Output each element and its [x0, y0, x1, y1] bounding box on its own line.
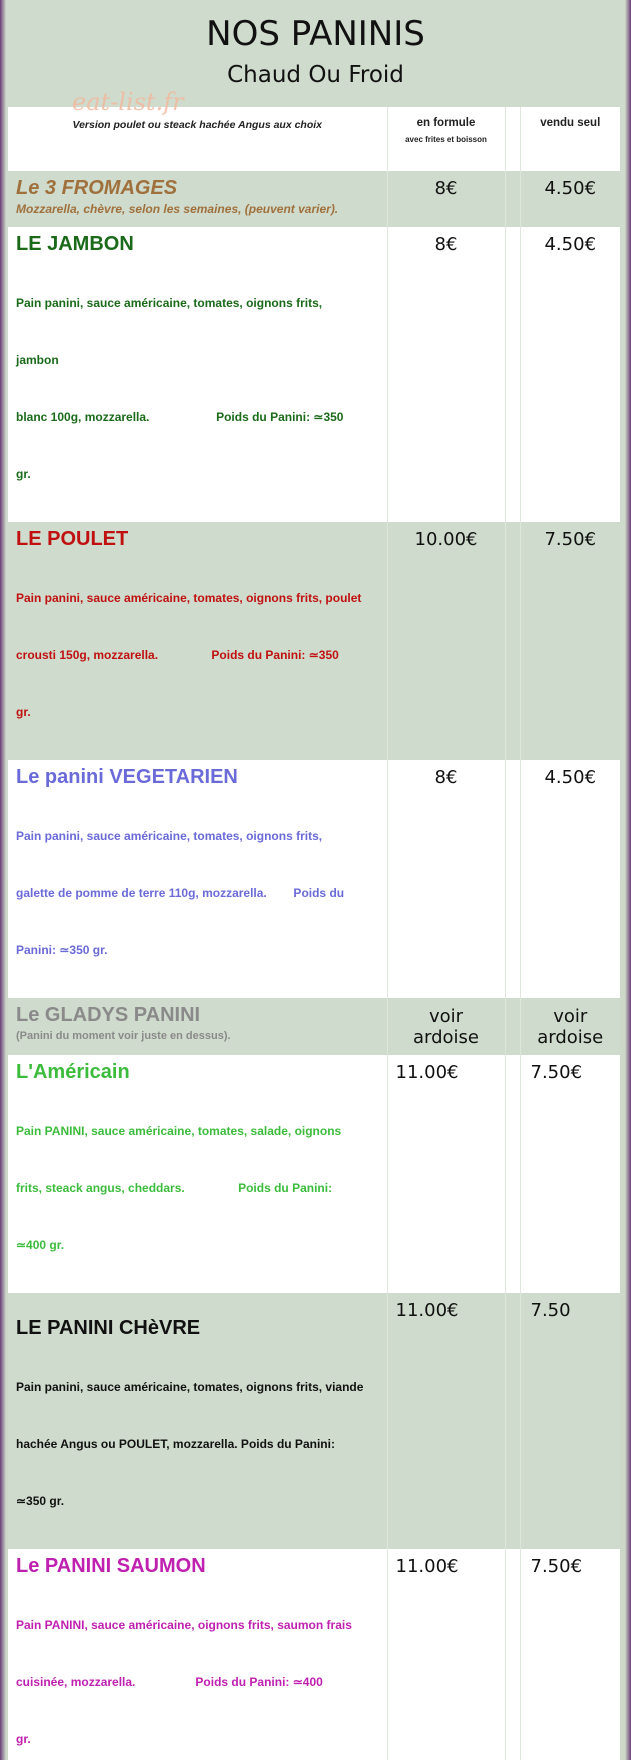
price-formule: 8€: [387, 227, 505, 522]
price-seul: 7.50€: [520, 1055, 620, 1293]
item-description: [8, 1026, 387, 1046]
price-seul: 4.50€: [520, 227, 620, 522]
item-description-line: Pain panini, sauce américaine, tomates, oignons frits,: [16, 829, 323, 843]
spacer-cell: [505, 1055, 520, 1293]
price-seul: 7.50: [520, 1293, 620, 1549]
item-description-line: gr.: [16, 467, 31, 481]
price-seul: 4.50€: [520, 760, 620, 998]
price-seul: 7.50€: [520, 522, 620, 760]
column-header-formule: [387, 107, 505, 171]
price-formule: [387, 998, 505, 1055]
item-name: Le 3 FROMAGES: [16, 177, 178, 199]
menu-row: [8, 1055, 620, 1293]
item-description-line: gr.: [16, 705, 31, 719]
item-description-line: blanc 100g, mozzarella. Poids du Panini: ≃350: [16, 410, 344, 424]
page-subtitle: Chaud Ou Froid: [227, 62, 404, 88]
item-description: [8, 1339, 387, 1549]
spacer-cell: [505, 1293, 520, 1549]
price-seul: [520, 998, 620, 1055]
item-description: [8, 1083, 387, 1293]
price-formule: 11.00€: [387, 1293, 505, 1549]
menu-row: [8, 760, 620, 998]
item-cell: [8, 522, 387, 760]
price-seul-line: voir: [553, 1006, 588, 1027]
menu-row: [8, 522, 620, 760]
column-header-seul: vendu seul: [520, 107, 620, 171]
table-header-row: [8, 107, 620, 171]
item-name: Le GLADYS PANINI: [16, 1004, 201, 1026]
spacer-cell: [505, 227, 520, 522]
item-name: Le PANINI SAUMON: [16, 1555, 206, 1577]
item-name: Le panini VEGETARIEN: [16, 766, 238, 788]
item-description: [8, 550, 387, 760]
menu-table: [8, 107, 620, 1760]
item-description-line: gr.: [16, 1732, 31, 1746]
price-seul: 7.50€: [520, 1549, 620, 1760]
item-description-line: galette de pomme de terre 110g, mozzarella. Poids du: [16, 886, 345, 900]
price-formule-line: ardoise: [412, 1027, 479, 1048]
spacer-cell: [505, 171, 520, 227]
item-description-line: cuisinée, mozzarella. Poids du Panini: ≃400: [16, 1675, 323, 1689]
price-seul-line: ardoise: [537, 1027, 604, 1048]
item-description-line: Panini: ≃350 gr.: [16, 943, 108, 957]
spacer-cell: [505, 522, 520, 760]
item-description-line: Pain panini, sauce américaine, tomates, oignons frits, poulet: [16, 591, 362, 605]
item-name: LE PANINI CHèVRE: [16, 1317, 201, 1339]
spacer-cell: [505, 760, 520, 998]
column-header-description: Version poulet ou steack hachée Angus aux choix: [8, 107, 387, 171]
spacer-cell: [505, 107, 520, 171]
menu-row: [8, 171, 620, 227]
spacer-cell: [505, 998, 520, 1055]
item-cell: [8, 1055, 387, 1293]
item-description-line: Pain panini, sauce américaine, tomates, oignons frits, viande: [16, 1380, 364, 1394]
item-cell: [8, 1293, 387, 1549]
price-formule: 8€: [387, 760, 505, 998]
price-seul: 4.50€: [520, 171, 620, 227]
item-description-line: crousti 150g, mozzarella. Poids du Panini: ≃350: [16, 648, 339, 662]
formule-label: en formule: [416, 117, 476, 129]
item-description: [8, 1577, 387, 1760]
item-description-line: (Panini du moment voir juste en dessus).: [16, 1030, 231, 1042]
spacer-cell: [505, 1549, 520, 1760]
item-description-line: Pain panini, sauce américaine, tomates, oignons frits,: [16, 296, 323, 310]
item-description-line: ≃350 gr.: [16, 1494, 65, 1508]
item-description-line: Pain PANINI, sauce américaine, tomates, salade, oignons: [16, 1124, 342, 1138]
menu-row: [8, 1549, 620, 1760]
price-formule: 10.00€: [387, 522, 505, 760]
item-cell: [8, 760, 387, 998]
page-title: NOS PANINIS: [206, 14, 425, 54]
menu-row: [8, 1293, 620, 1549]
item-cell: [8, 171, 387, 227]
price-formule: 8€: [387, 171, 505, 227]
item-name: LE POULET: [16, 528, 129, 550]
item-description-line: jambon: [16, 353, 59, 367]
item-cell: [8, 1549, 387, 1760]
price-formule: 11.00€: [387, 1549, 505, 1760]
item-description-line: Pain PANINI, sauce américaine, oignons frits, saumon frais: [16, 1618, 352, 1632]
watermark: eat-list.fr: [72, 88, 184, 116]
menu-row: [8, 998, 620, 1055]
price-formule: 11.00€: [387, 1055, 505, 1293]
item-description-line: frits, steack angus, cheddars. Poids du Panini:: [16, 1181, 333, 1195]
item-description: [8, 788, 387, 998]
item-description-line: hachée Angus ou POULET, mozzarella. Poids du Panini:: [16, 1437, 335, 1451]
item-name: LE JAMBON: [16, 233, 134, 255]
menu-row: [8, 227, 620, 522]
item-cell: [8, 998, 387, 1055]
item-cell: [8, 227, 387, 522]
item-description-line: ≃400 gr.: [16, 1238, 65, 1252]
item-description-line: Mozzarella, chèvre, selon les semaines, (peuvent varier).: [16, 202, 339, 216]
item-description: [8, 199, 387, 219]
formule-note: avec frites et boisson: [405, 135, 487, 144]
item-name: L'Américain: [16, 1061, 130, 1083]
item-description: [8, 255, 387, 522]
price-formule-line: voir: [428, 1006, 464, 1027]
